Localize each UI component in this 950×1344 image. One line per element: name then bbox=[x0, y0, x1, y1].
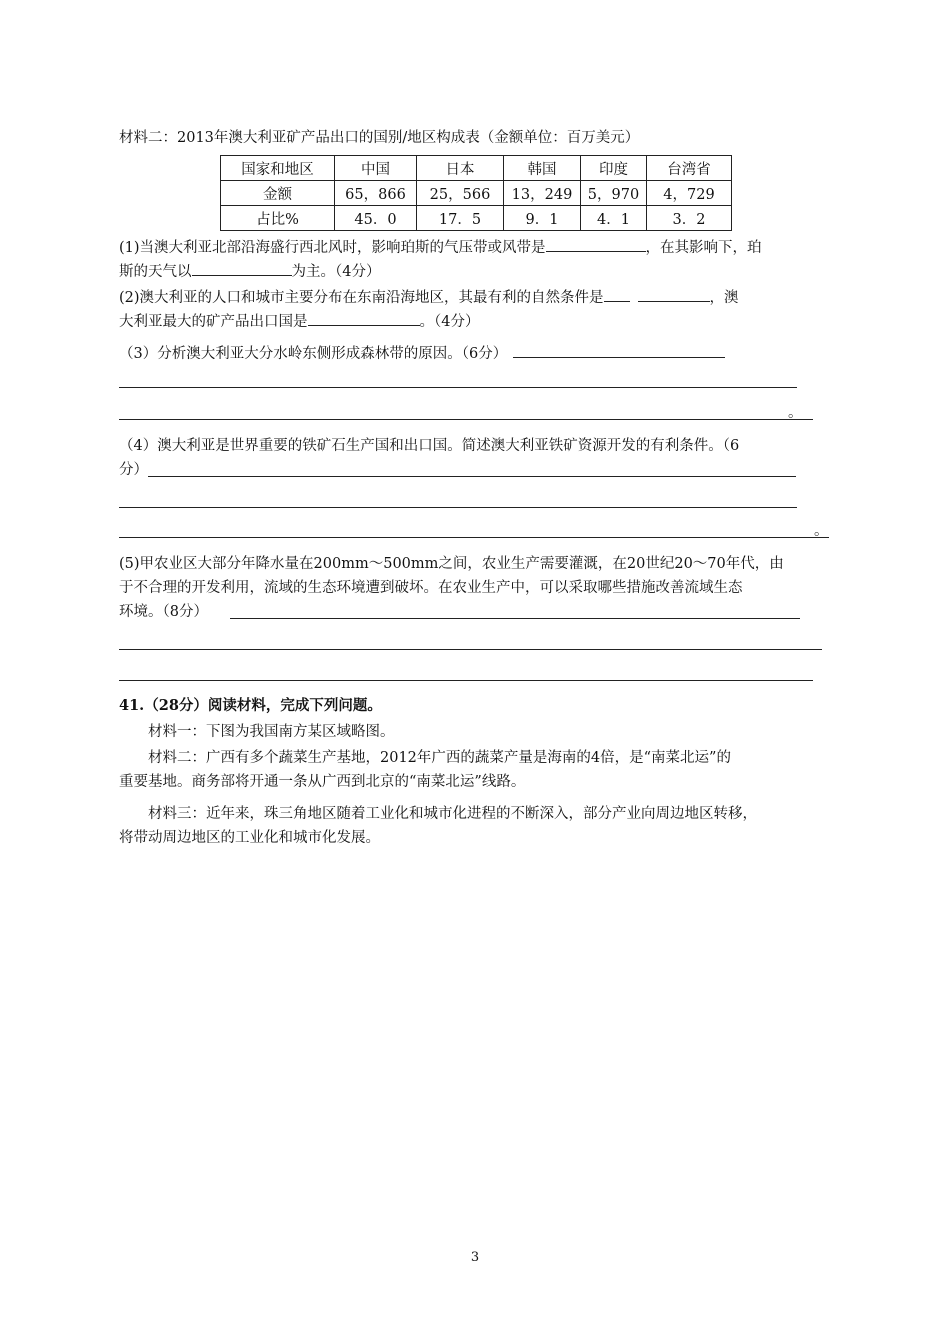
table-cell: 5，970 bbox=[581, 181, 647, 206]
q2-answer-blank-1a[interactable] bbox=[604, 286, 630, 302]
q41-material3-line2: 将带动周边地区的工业化和城市化发展。 bbox=[119, 830, 380, 846]
table-cell: 13，249 bbox=[504, 181, 581, 206]
q1-answer-blank-1[interactable] bbox=[546, 236, 646, 252]
q5-answer-line-3[interactable] bbox=[119, 680, 813, 681]
q1-text-a: (1)当澳大利亚北部沿海盛行西北风时，影响珀斯的气压带或风带是 bbox=[119, 240, 546, 256]
table-cell: 45．0 bbox=[335, 206, 417, 231]
table-cell: 65，866 bbox=[335, 181, 417, 206]
table-cell: 中国 bbox=[335, 156, 417, 181]
table-cell: 4，729 bbox=[647, 181, 732, 206]
q2-answer-blank-1b[interactable] bbox=[638, 286, 710, 302]
table-cell: 日本 bbox=[417, 156, 504, 181]
q41-material1: 材料一：下图为我国南方某区域略图。 bbox=[148, 724, 395, 740]
q4-text-b: 分） bbox=[119, 462, 148, 478]
q3-answer-blank-1[interactable] bbox=[513, 342, 725, 358]
table-cell: 国家和地区 bbox=[221, 156, 335, 181]
q5-answer-line-2[interactable] bbox=[119, 649, 822, 650]
q4-line1: （4）澳大利亚是世界重要的铁矿石生产国和出口国。简述澳大利亚铁矿资源开发的有利条件。（6 bbox=[119, 438, 740, 454]
q3-answer-line-3[interactable] bbox=[119, 419, 813, 420]
q2-text-a: (2)澳大利亚的人口和城市主要分布在东南沿海地区，其最有利的自然条件是 bbox=[119, 290, 604, 306]
table-row bbox=[221, 181, 732, 206]
q5-answer-line-1[interactable] bbox=[230, 618, 800, 619]
q41-material3-line1: 材料三：近年来，珠三角地区随着工业化和城市化进程的不断深入，部分产业向周边地区转移， bbox=[148, 806, 757, 822]
q3-end-mark: 。 bbox=[788, 405, 803, 421]
table-cell: 4．1 bbox=[581, 206, 647, 231]
q3-line1 bbox=[119, 342, 725, 364]
export-table bbox=[220, 155, 732, 231]
q1-answer-blank-2[interactable] bbox=[192, 260, 292, 276]
q1-line2 bbox=[119, 260, 380, 282]
q1-text-b: ，在其影响下，珀 bbox=[645, 240, 762, 256]
q4-end-mark: 。 bbox=[814, 523, 829, 539]
table-cell: 占比% bbox=[221, 206, 335, 231]
table-cell: 17．5 bbox=[417, 206, 504, 231]
q1-line1 bbox=[119, 236, 762, 258]
q5-line2: 于不合理的开发利用，流域的生态环境遭到破坏。在农业生产中，可以采取哪些措施改善流域生态 bbox=[119, 580, 743, 596]
table-cell: 印度 bbox=[581, 156, 647, 181]
q41-material2-line2: 重要基地。商务部将开通一条从广西到北京的“南菜北运”线路。 bbox=[119, 774, 526, 790]
q4-answer-line-3[interactable] bbox=[119, 537, 829, 538]
q2-answer-blank-2[interactable] bbox=[308, 310, 420, 326]
table-cell: 9．1 bbox=[504, 206, 581, 231]
q5-line3 bbox=[119, 602, 208, 622]
q4-answer-line-2[interactable] bbox=[119, 507, 797, 508]
q4-answer-line-1[interactable] bbox=[148, 476, 796, 477]
q41-title: 41.（28分）阅读材料，完成下列问题。 bbox=[119, 697, 382, 714]
q2-line1 bbox=[119, 286, 739, 308]
table-header-row bbox=[221, 156, 732, 181]
q2-text-d: 。（4分） bbox=[419, 314, 480, 330]
q5-line1: (5)甲农业区大部分年降水量在200mm～500mm之间，农业生产需要灌溉，在20世纪20～70年代，由 bbox=[119, 556, 784, 572]
page-number: 3 bbox=[470, 1250, 480, 1265]
q1-text-c: 斯的天气以 bbox=[119, 264, 192, 280]
q4-line2 bbox=[119, 460, 148, 480]
table-cell: 金额 bbox=[221, 181, 335, 206]
table-cell: 25，566 bbox=[417, 181, 504, 206]
q1-text-d: 为主。（4分） bbox=[291, 264, 381, 280]
q3-text: （3）分析澳大利亚大分水岭东侧形成森林带的原因。（6分） bbox=[119, 346, 508, 362]
q41-material2-line1: 材料二：广西有多个蔬菜生产基地，2012年广西的蔬菜产量是海南的4倍，是“南菜北运”的 bbox=[148, 750, 731, 766]
q3-answer-line-2[interactable] bbox=[119, 387, 797, 388]
table-row bbox=[221, 206, 732, 231]
q2-text-b: ，澳 bbox=[709, 290, 739, 306]
table-cell: 3．2 bbox=[647, 206, 732, 231]
q5-text-c: 环境。（8分） bbox=[119, 604, 208, 620]
table-cell: 台湾省 bbox=[647, 156, 732, 181]
q2-line2 bbox=[119, 310, 479, 332]
q2-text-c: 大利亚最大的矿产品出口国是 bbox=[119, 314, 308, 330]
material2-title: 材料二：2013年澳大利亚矿产品出口的国别/地区构成表（金额单位：百万美元） bbox=[119, 130, 640, 146]
table-cell: 韩国 bbox=[504, 156, 581, 181]
